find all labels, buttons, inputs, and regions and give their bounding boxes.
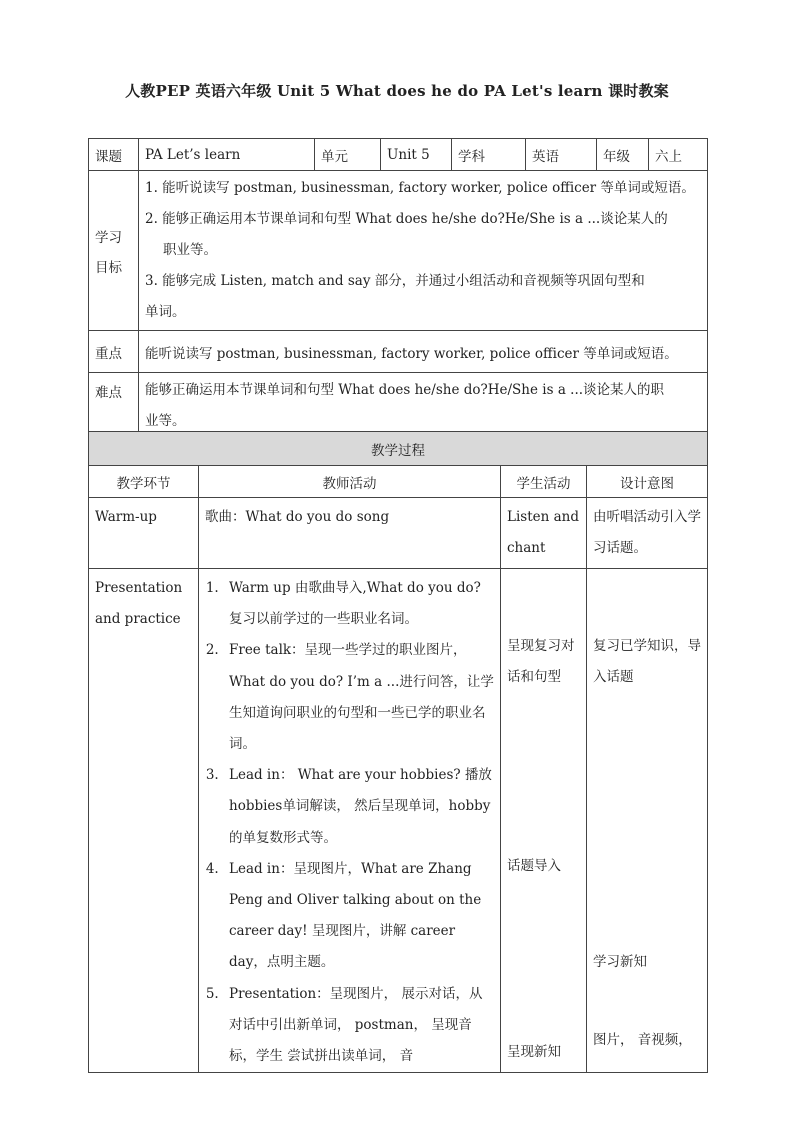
teacher-step-3: 3. Lead in： What are your hobbies? 播放hobbies单词解读， 然后呈现单词，hobby 的单复数形式等。 xyxy=(223,760,494,854)
student-activity-3: 呈现新知 xyxy=(507,1044,561,1060)
presentation-teacher xyxy=(199,569,501,1073)
intent-3: 图片， 音视频， xyxy=(593,1032,692,1048)
teacher-step-5: 5. Presentation：呈现图片， 展示对话，从对话中引出新单词， postman， 呈现音标，学生 尝试拼出读单词， 音 xyxy=(223,979,494,1073)
key-content: 能听说读写 postman, businessman, factory worker, police officer 等单词或短语。 xyxy=(139,331,708,373)
subject-value: 英语 xyxy=(526,139,597,171)
presentation-student xyxy=(501,569,587,1073)
intent-1: 复习已学知识，导入话题 xyxy=(593,638,701,685)
teacher-step-2: 2. Free talk：呈现一些学过的职业图片，What do you do? I’m a ...进行问答，让学生知道询问职业的句型和一些已学的职业名词。 xyxy=(223,635,494,760)
teacher-step-4: 4. Lead in：呈现图片，What are Zhang Peng and Oliver talking about on the career day! 呈现图片，讲解 career day，点明主题。 xyxy=(223,854,494,979)
warmup-intent: 由听唱活动引入学习话题。 xyxy=(587,498,708,569)
warmup-stage: Warm-up xyxy=(89,498,199,569)
grade-value: 六上 xyxy=(649,139,708,171)
unit-value: Unit 5 xyxy=(381,139,452,171)
warmup-student: Listen and chant xyxy=(501,498,587,569)
col-teacher-header: 教师活动 xyxy=(199,466,501,498)
lesson-info-table xyxy=(88,138,708,440)
presentation-intent xyxy=(587,569,708,1073)
presentation-stage: Presentation and practice xyxy=(89,569,199,1073)
unit-label: 单元 xyxy=(315,139,381,171)
teacher-steps-list xyxy=(199,569,500,1072)
goal-item-2-cont: 职业等。 xyxy=(163,242,217,258)
key-label: 重点 xyxy=(89,331,139,373)
col-stage-header: 教学环节 xyxy=(89,466,199,498)
difficulty-content: 能够正确运用本节课单词和句型 What does he/she do?He/She is a ...谈论某人的职 业等。 xyxy=(139,373,708,440)
goals-content xyxy=(139,171,708,331)
subject-label: 学科 xyxy=(452,139,526,171)
goal-item-1: 1. 能听说读写 postman, businessman, factory worker, police officer 等单词或短语。 xyxy=(145,180,695,196)
intent-2: 学习新知 xyxy=(593,954,647,970)
difficulty-label: 难点 xyxy=(89,373,139,440)
col-student-header: 学生活动 xyxy=(501,466,587,498)
goals-label: 学习 目标 xyxy=(89,171,139,331)
process-heading: 教学过程 xyxy=(89,432,708,466)
goal-item-3-cont: 单词。 xyxy=(145,304,186,320)
document-title: 人教PEP 英语六年级 Unit 5 What does he do PA Let's learn 课时教案 xyxy=(125,82,669,100)
topic-label: 课题 xyxy=(89,139,139,171)
teacher-step-1: 1. Warm up 由歌曲导入,What do you do? 复习以前学过的一些职业名词。 xyxy=(223,573,494,635)
grade-label: 年级 xyxy=(597,139,649,171)
student-activity-2: 话题导入 xyxy=(507,858,561,874)
goal-item-3: 3. 能够完成 Listen, match and say 部分，并通过小组活动和音视频等巩固句型和 xyxy=(145,273,645,289)
topic-value: PA Let’s learn xyxy=(139,139,315,171)
goal-item-2: 2. 能够正确运用本节课单词和句型 What does he/she do?He/She is a ...谈论某人的 xyxy=(145,211,668,227)
warmup-teacher: 歌曲：What do you do song xyxy=(199,498,501,569)
col-intent-header: 设计意图 xyxy=(587,466,708,498)
process-table xyxy=(88,431,708,1073)
student-activity-1: 呈现复习对话和句型 xyxy=(507,638,575,685)
